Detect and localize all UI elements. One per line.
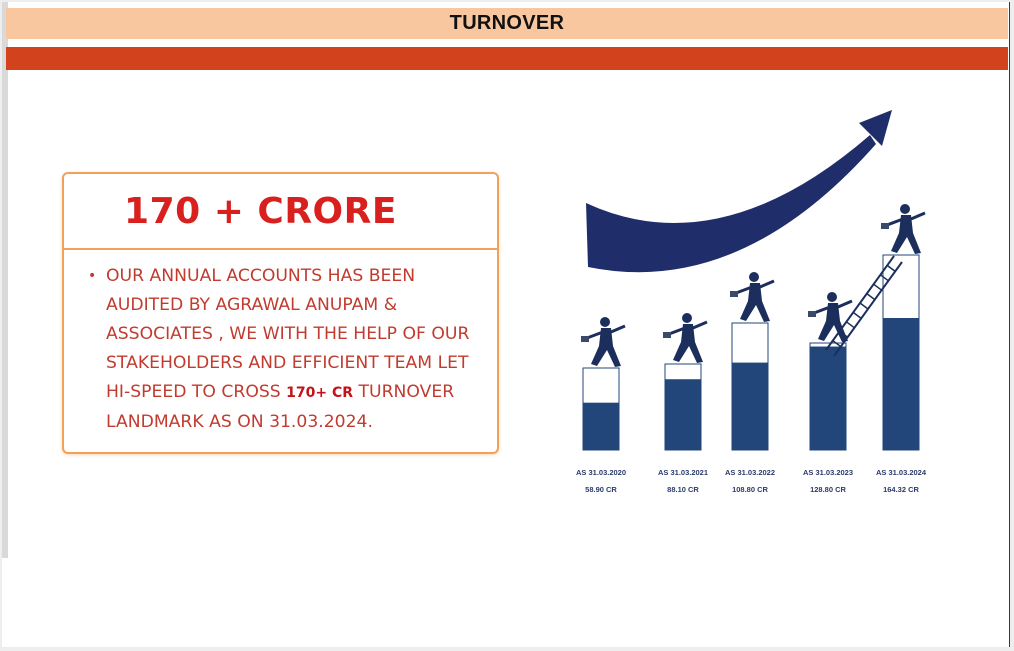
businessperson-figure-icon [808,292,852,342]
bar-caption [861,464,941,498]
bar-date-label: AS 31.03.2022 [724,468,776,477]
bar-value-label: 58.90 CR [585,485,617,494]
paragraph-text-start: OUR ANNUAL ACCOUNTS HAS BEEN AUDITED BY AGRAWAL ANUPAM & ASSOCIATES , WE WITH THE HELP OF OUR STAKEHOLDERS AND EFFICIENT TEAM LET HI-SPEED TO CROSS [106,266,470,402]
bar-caption [788,464,868,498]
turnover-info-card [62,172,499,454]
page-title: TURNOVER [449,12,565,34]
bar-value-label: 88.10 CR [667,485,699,494]
turnover-chart [560,100,960,500]
bar-caption [561,464,641,498]
accent-stripe [6,47,1008,70]
bar-value-label: 164.32 CR [883,485,919,494]
businessperson-figure-icon [663,313,707,363]
bar-value-label: 108.80 CR [732,485,768,494]
card-body [88,262,491,437]
bar-fill-0 [583,403,619,450]
bar-fill-2 [732,363,768,450]
turnover-chart-svg [560,100,960,500]
paragraph-highlight: 170+ CR [286,385,354,401]
turnover-headline: 170 + CRORE [124,190,397,232]
bar-date-label: AS 31.03.2023 [802,468,854,477]
bar-fill-1 [665,379,701,450]
bar-date-label: AS 31.03.2024 [875,468,927,477]
bar-date-label: AS 31.03.2020 [575,468,627,477]
businessperson-figure-icon [730,272,774,322]
bar-date-label: AS 31.03.2021 [657,468,709,477]
bullet-point: • [88,268,97,284]
title-band [6,8,1008,39]
bar-caption [710,464,790,498]
card-paragraph [106,262,491,437]
bar-value-label: 128.80 CR [810,485,846,494]
slide-edge [2,2,8,558]
businessperson-figure-icon [581,317,625,367]
businessperson-figure-icon [881,204,925,254]
paragraph-text-end: TURNOVER LANDMARK AS ON 31.03.2024. [106,382,455,432]
bar-fill-3 [810,347,846,450]
bar-fill-4 [883,318,919,450]
upward-trend-arrow-icon [586,110,892,272]
card-header [64,174,497,250]
